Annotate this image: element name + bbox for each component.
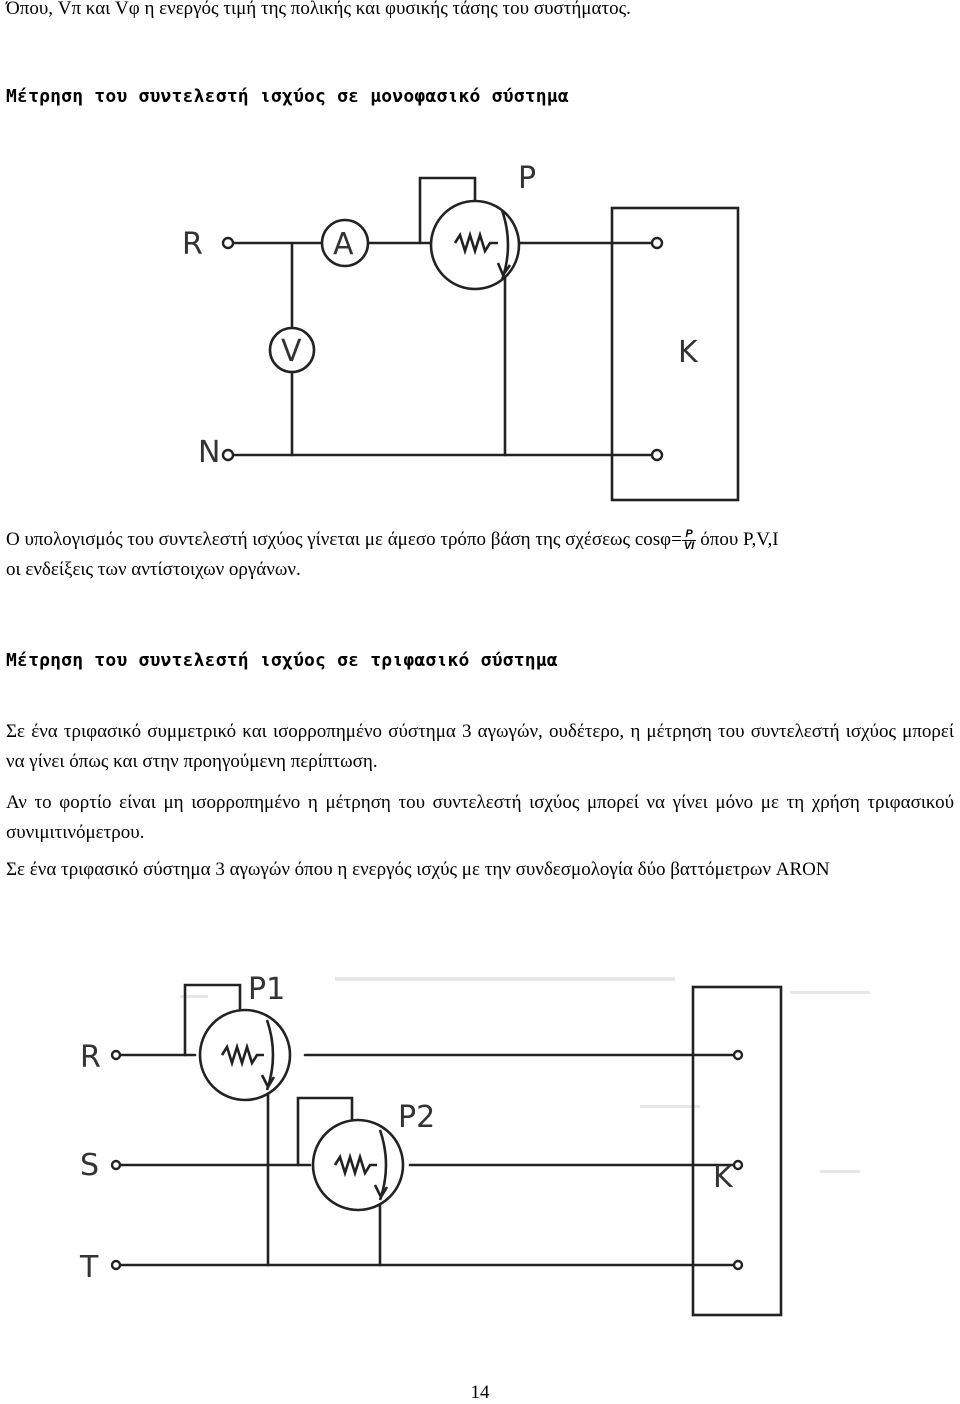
label-r: R <box>80 1040 101 1075</box>
terminal-r <box>112 1051 120 1059</box>
label-k: K <box>678 335 698 370</box>
fraction-denominator: VI <box>683 540 695 553</box>
paragraph-balanced: Σε ένα τριφασικό συμμετρικό και ισορροπημένο σύστημα 3 αγωγών, ουδέτερο, η μέτρηση του συντελεστή ισχύος μπορεί να γίνει όπως και στην προηγούμενη περίπτωση. <box>6 721 954 772</box>
terminal-t <box>112 1261 120 1269</box>
aron-circuit-diagram <box>0 965 960 1325</box>
paragraph-formula <box>6 525 954 585</box>
terminal-load-bottom <box>652 450 662 460</box>
ammeter-label: A <box>333 227 354 262</box>
formula-text-before: Ο υπολογισμός του συντελεστή ισχύος γίνεται με άμεσο τρόπο βάση της σχέσεως cosφ= <box>6 529 682 550</box>
terminal-load-top <box>652 238 662 248</box>
label-p1: P1 <box>248 972 286 1007</box>
voltmeter-label: V <box>281 334 302 369</box>
label-s: S <box>80 1148 100 1183</box>
fraction-numerator: P <box>682 529 696 541</box>
label-p2: P2 <box>398 1100 436 1135</box>
terminal-n <box>223 450 233 460</box>
label-r: R <box>182 227 203 262</box>
terminal-s <box>112 1161 120 1169</box>
single-phase-circuit-diagram <box>0 150 960 510</box>
wattmeter-1 <box>200 1010 290 1100</box>
formula-text-after: όπου P,V,I <box>700 529 779 550</box>
paragraph-unbalanced: Αν το φορτίο είναι μη ισορροπημένο η μέτρηση του συντελεστή ισχύος μπορεί να γίνει μόνο με τη χρήση τριφασικού συνιμιτινόμετρου. <box>6 792 954 843</box>
terminal-r <box>223 238 233 248</box>
label-k: K <box>713 1160 733 1195</box>
formula-text-line2: οι ενδείξεις των αντίστοιχων οργάνων. <box>6 559 301 580</box>
wattmeter-2 <box>313 1120 403 1210</box>
section-heading-three-phase: Μέτρηση του συντελεστή ισχύος σε τριφασικό σύστημα <box>6 650 558 671</box>
section-heading-single-phase: Μέτρηση του συντελεστή ισχύος σε μονοφασικό σύστημα <box>6 86 569 107</box>
paragraph-aron: Σε ένα τριφασικό σύστημα 3 αγωγών όπου η ενεργός ισχύς με την συνδεσμολογία δύο βαττόμετρων ARON <box>6 859 830 880</box>
page-number: 14 <box>470 1382 490 1403</box>
power-factor-fraction <box>682 529 696 552</box>
intro-line: Όπου, Vπ και Vφ η ενεργός τιμή της πολικής και φυσικής τάσης του συστήματος. <box>6 0 631 19</box>
label-t: T <box>80 1250 99 1285</box>
terminal-load-s <box>734 1161 742 1169</box>
wattmeter <box>431 201 519 289</box>
terminal-load-t <box>734 1261 742 1269</box>
label-n: N <box>198 435 221 470</box>
label-p: P <box>518 161 537 196</box>
terminal-load-r <box>734 1051 742 1059</box>
